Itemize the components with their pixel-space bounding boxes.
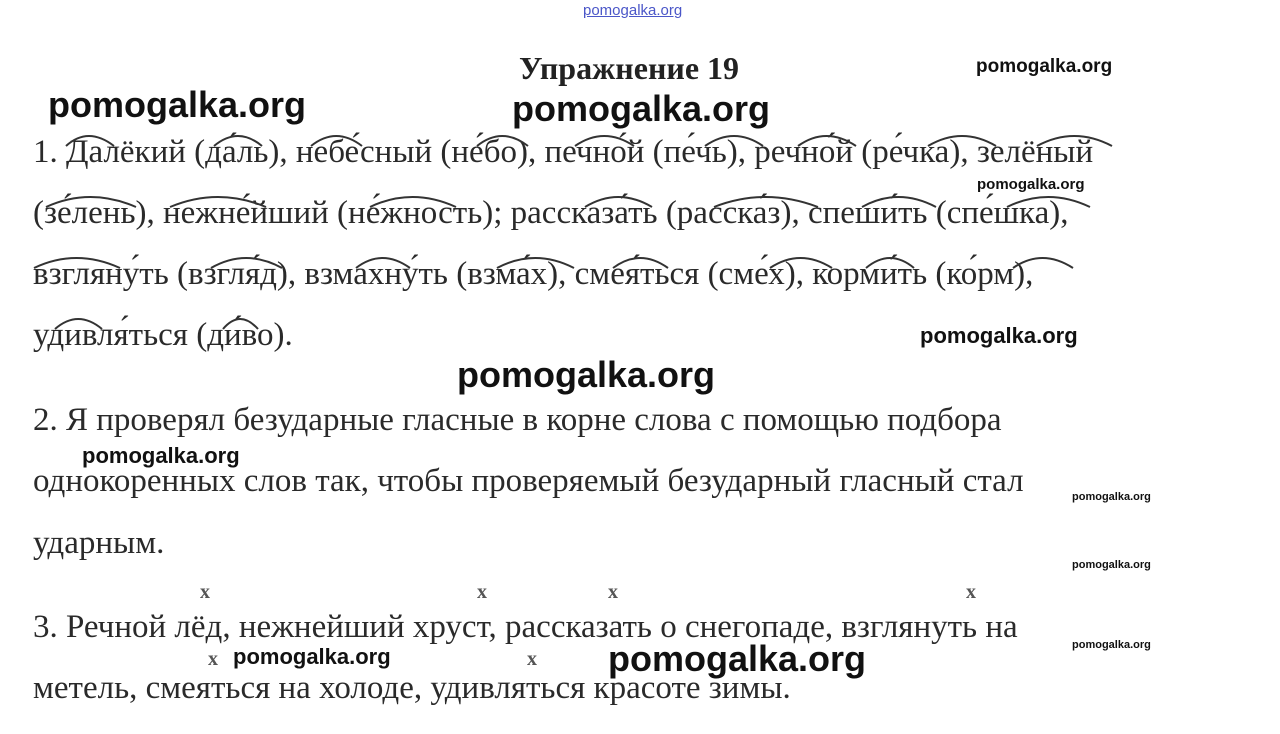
accent-mark: x [608,581,618,603]
section1-line: 1. Далёкий (да́ль), небе́сный (не́бо), печно́й (пе́чь), речно́й (ре́чка), зелёный [33,134,1094,170]
watermark: pomogalka.org [457,354,716,395]
watermark: pomogalka.org [82,443,240,468]
watermark: pomogalka.org [976,56,1113,77]
accent-mark: x [200,581,210,603]
watermark: pomogalka.org [977,176,1085,193]
watermark: pomogalka.org [512,88,771,129]
section2-line: однокоренных слов так, чтобы проверяемый безударный гласный стал [33,463,1024,499]
watermark: pomogalka.org [1072,639,1151,651]
section2-line: 2. Я проверял безударные гласные в корне слова с помощью подбора [33,402,1002,438]
watermark: pomogalka.org [920,323,1078,348]
watermark: pomogalka.org [233,644,391,669]
accent-mark: x [208,648,218,670]
section3-line: метель, смеяться на холоде, удивляться красоте зимы. [33,670,791,706]
section1-line: взгляну́ть (взгля́д), взмахну́ть (взма́х), смея́ться (сме́х), корми́ть (ко́рм), [33,256,1034,292]
accent-mark: x [527,648,537,670]
watermark: pomogalka.org [1072,559,1151,571]
watermark: pomogalka.org [608,638,867,679]
section2-line: ударным. [33,525,165,561]
section1-line: (зе́лень), нежне́йший (не́жность); рассказа́ть (расска́з), спеши́ть (спе́шка), [33,195,1069,231]
watermark: pomogalka.org [48,84,307,125]
accent-mark: x [477,581,487,603]
section3-line: 3. Речной лёд, нежнейший хруст, рассказать о снегопаде, взглянуть на [33,609,1018,645]
watermark-top[interactable]: pomogalka.org [583,2,683,19]
accent-mark: x [966,581,976,603]
section1-line: удивля́ться (ди́во). [33,317,293,353]
watermark: pomogalka.org [1072,491,1151,503]
exercise-title: Упражнение 19 [519,50,740,86]
